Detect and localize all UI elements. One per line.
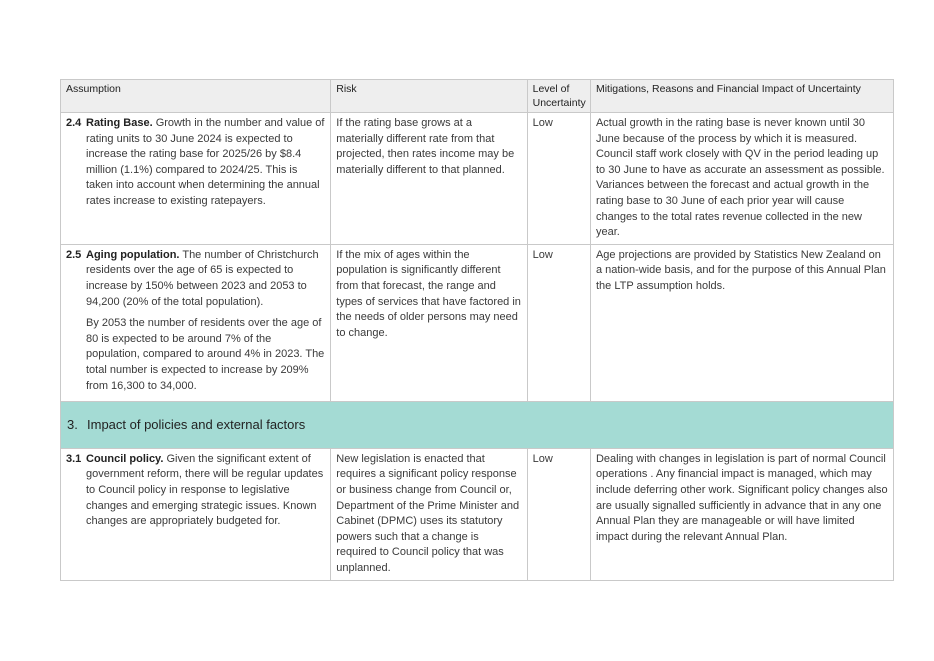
assumption-cell xyxy=(61,113,331,245)
section-number: 3. xyxy=(67,416,78,432)
header-risk: Risk xyxy=(331,80,527,113)
item-text: Growth in the number and value of rating units to 30 June 2024 is expected to increase the rating base for 2025/26 by $8.4 million (1.1%) compared to 2024/25. This is taken into account when determining the annual rates increase to existing ratepayers. xyxy=(86,117,325,207)
assumptions-table xyxy=(60,79,894,581)
item-title: Aging population. xyxy=(86,248,180,261)
assumption-cell xyxy=(61,448,331,580)
mitigation-cell: Age projections are provided by Statistics New Zealand on a nation-wide basis, and for the purpose of this Annual Plan the LTP assumption holds. xyxy=(590,244,893,401)
item-text: The number of Christchurch residents over the age of 65 is expected to increase by 150% between 2023 and 2053 to 94,200 (20% of the total population). xyxy=(86,248,319,308)
level-cell: Low xyxy=(527,448,590,580)
mitigation-cell: Dealing with changes in legislation is part of normal Council operations . Any financial impact is managed, which may include deferring other work. Significant policy changes also are usually signalled sufficiently in advance that in any one Annual Plan they are manageable or will have limited impact during the relevant Annual Plan. xyxy=(590,448,893,580)
table-row xyxy=(61,448,894,580)
section-heading xyxy=(61,401,894,448)
item-title: Council policy. xyxy=(86,452,164,465)
level-cell: Low xyxy=(527,113,590,245)
level-cell: Low xyxy=(527,244,590,401)
header-assumption: Assumption xyxy=(61,80,331,113)
item-number: 2.4 xyxy=(66,117,82,129)
risk-cell: New legislation is enacted that requires a significant policy response or business change from Council or, Department of the Prime Minister and Cabinet (DPMC) uses its statutory powers such that a change is required to Council policy that was unplanned. xyxy=(331,448,527,580)
item-number: 3.1 xyxy=(66,452,82,465)
risk-cell: If the rating base grows at a materially different rate from that projected, then rates income may be materially different to that planned. xyxy=(331,113,527,245)
header-level: Level of Uncertainty xyxy=(527,80,590,113)
table-row xyxy=(61,113,894,245)
header-mitigations: Mitigations, Reasons and Financial Impact of Uncertainty xyxy=(590,80,893,113)
assumption-cell xyxy=(61,244,331,401)
table-header-row xyxy=(61,80,894,113)
section-title: Impact of policies and external factors xyxy=(87,416,306,432)
item-text: Given the significant extent of government reform, there will be regular updates to Council policy in response to legislative changes and emerging strategic issues. Known changes are appropriately budgeted for. xyxy=(86,452,324,528)
item-text-second-paragraph: By 2053 the number of residents over the age of 80 is expected to be around 7% of the population, compared to around 4% in 2023. The total number is expected to increase by 209% from 16,300 to 34,000. xyxy=(86,317,325,392)
table-row xyxy=(61,244,894,401)
mitigation-cell: Actual growth in the rating base is never known until 30 June because of the process by which it is measured. Council staff work closely with QV in the period leading up to 30 June to have as accurate an assessment as possible. Variances between the forecast and actual growth in the rating base to 30 June of each prior year will cause changes to the total rates revenue collected in the new year. xyxy=(590,113,893,245)
item-title: Rating Base. xyxy=(86,117,153,129)
item-number: 2.5 xyxy=(66,248,82,261)
risk-cell: If the mix of ages within the population is significantly different from that forecast, the range and types of services that have factored in the needs of older persons may need to change. xyxy=(331,244,527,401)
section-heading-row xyxy=(61,401,894,448)
